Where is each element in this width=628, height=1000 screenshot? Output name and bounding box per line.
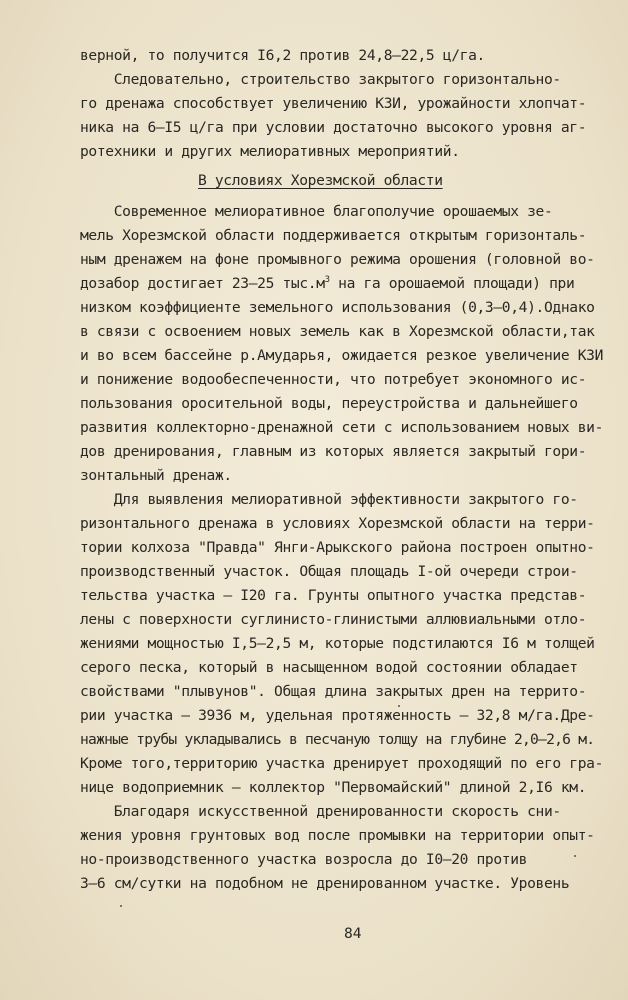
paper-speck <box>120 905 122 907</box>
text-line: нице водоприемник – коллектор "Первомайский" длиной 2,I6 км. <box>80 779 587 796</box>
text-line: но-производственного участка возросла до I0–20 против <box>80 851 528 868</box>
text-line: и понижение водообеспеченности, что потребует экономного ис- <box>80 371 587 388</box>
text-line: рии участка – 3936 м, удельная протяженность – 32,8 м/га.Дре- <box>80 707 595 724</box>
text-line: Кроме того,территорию участка дренирует проходящий по его гра- <box>80 755 604 772</box>
text-line: жениями мощностью I,5–2,5 м, которые подстилаются I6 м толщей <box>80 635 595 652</box>
text-line: зонтальный дренаж. <box>80 467 232 484</box>
text-line: ника на 6–I5 ц/га при условии достаточно высокого уровня аг- <box>80 119 587 136</box>
text-line: в связи с освоением новых земель как в Хорезмской области,так <box>80 323 595 340</box>
superscript: 3 <box>324 275 330 285</box>
section-heading: В условиях Хорезмской области <box>198 172 443 189</box>
text-line: развития коллекторно-дренажной сети с использованием новых ви- <box>80 419 604 436</box>
text-line: Для выявления мелиоративной эффективности закрытого го- <box>80 491 578 508</box>
text-line: го дренажа способствует увеличению КЗИ, урожайности хлопчат- <box>80 95 587 112</box>
text-line: Следовательно, строительство закрытого горизонтально- <box>80 71 561 88</box>
text-line-tail: на га орошаемой площади) при <box>329 275 575 292</box>
text-line: низком коэффициенте земельного использования (0,3–0,4).Однако <box>80 299 595 316</box>
text-line: ротехники и других мелиоративных мероприятий. <box>80 143 460 160</box>
text-line: и во всем бассейне р.Амударья, ожидается резкое увеличение КЗИ <box>80 347 604 364</box>
text-line: дозабор достигает 23–25 тыс.м <box>80 275 325 292</box>
text-line: ризонтального дренажа в условиях Хорезмской области на терри- <box>80 515 595 532</box>
page-number: 84 <box>344 925 362 942</box>
text-line: производственный участок. Общая площадь I-ой очереди строи- <box>80 563 578 580</box>
text-line: нажные трубы укладывались в песчаную толщу на глубине 2,0–2,6 м. <box>80 731 595 748</box>
text-line: жения уровня грунтовых вод после промывки на территории опыт- <box>80 827 595 844</box>
text-line: 3–6 см/сутки на подобном не дренированном участке. Уровень <box>80 875 570 892</box>
paper-speck <box>398 705 400 707</box>
text-line: верной, то получится I6,2 против 24,8–22,5 ц/га. <box>80 47 485 64</box>
text-line: лены с поверхности суглинисто-глинистыми аллювиальными отло- <box>80 611 587 628</box>
text-line: дов дренирования, главным из которых является закрытый гори- <box>80 443 587 460</box>
text-line: тории колхоза "Правда" Янги-Арыкского района построен опытно- <box>80 539 595 556</box>
text-line: свойствами "плывунов". Общая длина закрытых дрен на террито- <box>80 683 587 700</box>
text-line: мель Хорезмской области поддерживается открытым горизонталь- <box>80 227 587 244</box>
text-line: пользования оросительной воды, переустройства и дальнейшего <box>80 395 578 412</box>
text-line-with-superscript <box>80 275 574 293</box>
text-line: Благодаря искусственной дренированности скорость сни- <box>80 803 561 820</box>
text-line: Современное мелиоративное благополучие орошаемых зе- <box>80 203 553 220</box>
text-line: тельства участка – I20 га. Грунты опытного участка представ- <box>80 587 587 604</box>
paper-speck <box>574 855 576 857</box>
text-line: серого песка, который в насыщенном водой состоянии обладает <box>80 659 578 676</box>
text-line: ным дренажем на фоне промывного режима орошения (головной во- <box>80 251 595 268</box>
